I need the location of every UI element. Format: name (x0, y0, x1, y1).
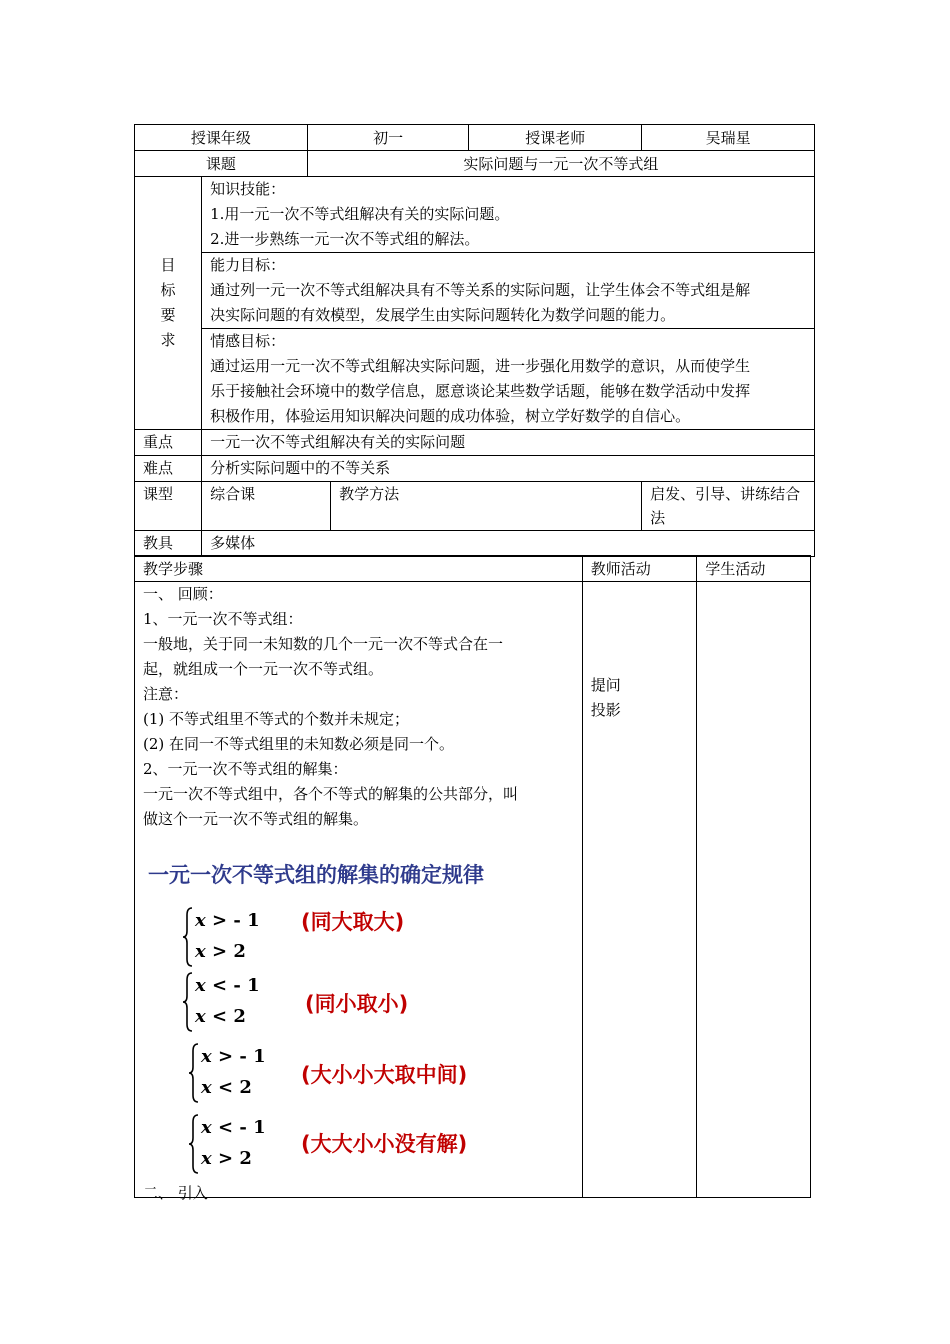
inequality-line: x > 2 (195, 941, 246, 962)
ability-line: 通过列一元一次不等式组解决具有不等关系的实际问题，让学生体会不等式组是解 (210, 281, 751, 299)
step-line: 起，就组成一个一元一次不等式组。 (143, 660, 384, 678)
inequality-system (189, 1114, 269, 1178)
steps-header: 教学步骤 (135, 556, 583, 582)
brace-icon (189, 1043, 199, 1103)
inequality-system (183, 907, 263, 971)
teacher-activity-item: 提问 (590, 676, 621, 694)
knowledge-line: 1.用一元一次不等式组解决有关的实际问题。 (210, 205, 510, 223)
step-line: 2、一元一次不等式组的解集： (143, 760, 348, 778)
teacher-activity (582, 582, 697, 1198)
goals-char: 求 (160, 331, 176, 349)
step-line: 一般地，关于同一未知数的几个一元一次不等式合在一 (143, 635, 504, 653)
section-intro: 二、 引入 (143, 1184, 208, 1202)
difficulty-value: 分析实际问题中的不等关系 (202, 456, 815, 482)
lesson-info-table (134, 124, 815, 557)
student-activity (697, 582, 811, 1198)
emotion-line: 通过运用一元一次不等式组解决实际问题，进一步强化用数学的意识，从而使学生 (210, 357, 751, 375)
topic-label: 课题 (135, 151, 308, 177)
goals-char: 标 (160, 281, 176, 299)
knowledge-title: 知识技能： (210, 180, 286, 198)
teacher-label: 授课老师 (469, 125, 642, 151)
inequality-line: x < - 1 (195, 975, 260, 996)
topic-value: 实际问题与一元一次不等式组 (307, 151, 814, 177)
difficulty-label: 难点 (135, 456, 202, 482)
brace-icon (183, 972, 193, 1032)
step-line: 做这个一元一次不等式组的解集。 (143, 810, 369, 828)
emotion-line: 乐于接触社会环境中的数学信息，愿意谈论某些数学话题，能够在数学活动中发挥 (210, 382, 751, 400)
student-activity-header: 学生活动 (697, 556, 811, 582)
rule-label: (同大取大) (301, 910, 405, 934)
inequality-system (183, 972, 263, 1036)
inequality-line: x > 2 (201, 1148, 252, 1169)
brace-icon (189, 1114, 199, 1174)
inequality-line: x < 2 (195, 1006, 246, 1027)
steps-content (135, 582, 583, 1202)
step-line: 一元一次不等式组中，各个不等式的解集的公共部分，叫 (143, 785, 519, 803)
rule-label: (同小取小) (305, 992, 409, 1016)
inequality-line: x > - 1 (195, 910, 260, 931)
ability-goals (202, 253, 815, 329)
tools-value: 多媒体 (202, 531, 815, 557)
knowledge-goals (202, 177, 815, 253)
step-line: (2) 在同一不等式组里的未知数必须是同一个。 (143, 735, 455, 753)
ability-line: 决实际问题的有效模型，发展学生由实际问题转化为数学问题的能力。 (210, 306, 676, 324)
grade-value: 初一 (307, 125, 469, 151)
method-label: 教学方法 (331, 482, 642, 531)
inequality-system (189, 1043, 269, 1107)
method-value: 启发、引导、讲练结合法 (642, 482, 815, 531)
grade-label: 授课年级 (135, 125, 308, 151)
rule-label: (大大小小没有解) (301, 1132, 468, 1156)
inequality-line: x < 2 (201, 1077, 252, 1098)
teaching-steps-table (134, 555, 811, 1202)
inequality-line: x < - 1 (201, 1117, 266, 1138)
emotion-line: 积极作用，体验运用知识解决问题的成功体验，树立学好数学的自信心。 (210, 407, 691, 425)
teacher-value: 吴瑞星 (642, 125, 815, 151)
brace-icon (183, 907, 193, 967)
key-value: 一元一次不等式组解决有关的实际问题 (202, 430, 815, 456)
rule-label: (大小小大取中间) (301, 1063, 468, 1087)
goals-label (135, 177, 202, 430)
rule-heading: 一元一次不等式组的解集的确定规律 (148, 863, 484, 887)
teacher-activity-item: 投影 (590, 701, 621, 719)
inequality-line: x > - 1 (201, 1046, 266, 1067)
teacher-activity-header: 教师活动 (582, 556, 697, 582)
emotion-title: 情感目标： (210, 332, 286, 350)
step-line: 1、一元一次不等式组： (143, 610, 303, 628)
knowledge-line: 2.进一步熟练一元一次不等式组的解法。 (210, 230, 480, 248)
ability-title: 能力目标： (210, 256, 286, 274)
emotion-goals (202, 329, 815, 430)
section-review: 一、 回顾： (143, 585, 223, 603)
step-line: (1) 不等式组里不等式的个数并未规定； (143, 710, 410, 728)
key-label: 重点 (135, 430, 202, 456)
goals-char: 目 (160, 256, 176, 274)
type-value: 综合课 (202, 482, 331, 531)
type-label: 课型 (135, 482, 202, 531)
step-line: 注意： (143, 685, 189, 703)
goals-char: 要 (160, 306, 176, 324)
tools-label: 教具 (135, 531, 202, 557)
